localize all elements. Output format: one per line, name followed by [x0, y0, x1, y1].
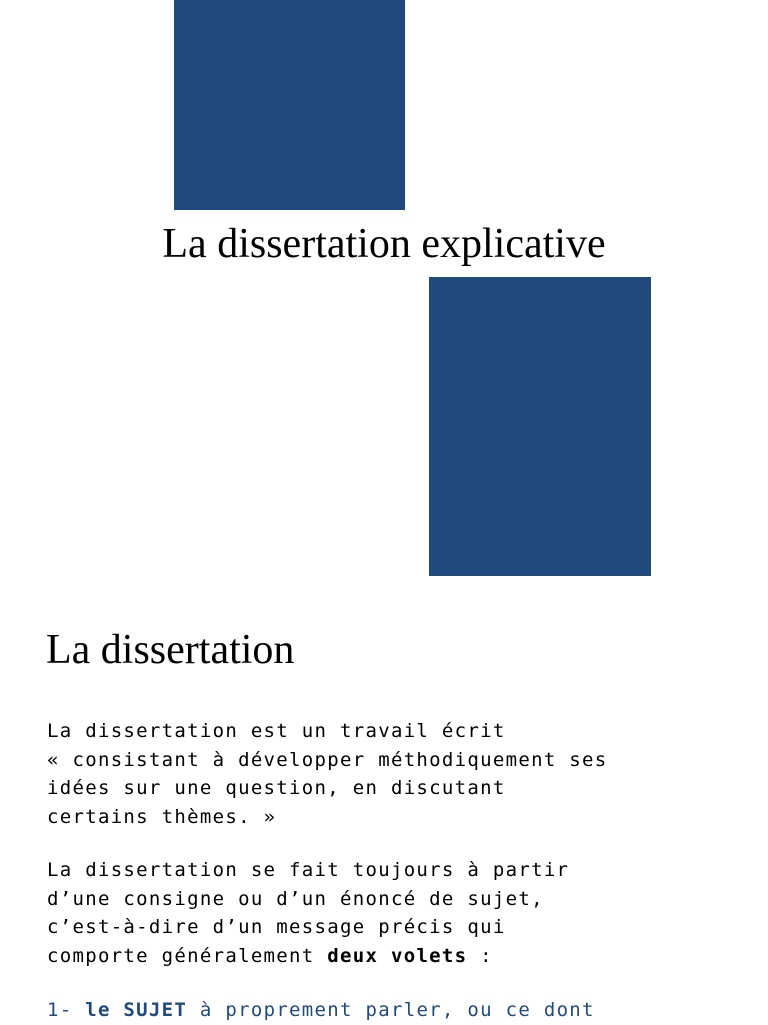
text-line: certains thèmes. »	[47, 805, 277, 828]
list-item-prefix: 1-	[47, 999, 86, 1021]
text-line: La dissertation est un travail écrit	[47, 720, 506, 742]
text-line: c’est-à-dire d’un message précis qui	[47, 916, 506, 938]
text-line-end: :	[467, 944, 493, 967]
slide-title: La dissertation explicative	[162, 221, 606, 267]
text-line: comporte généralement	[47, 944, 328, 967]
decorative-block-top	[174, 0, 405, 210]
paragraph-definition	[47, 717, 608, 831]
list-item-emphasis: le SUJET	[85, 999, 188, 1021]
paragraph-consigne	[47, 856, 569, 970]
text-line: « consistant à développer méthodiquement ses	[47, 748, 608, 771]
list-item	[47, 996, 595, 1025]
list-item-text: à proprement parler, ou ce dont	[187, 999, 595, 1021]
text-line: idées sur une question, en discutant	[47, 777, 506, 799]
text-line: La dissertation se fait toujours à partir	[47, 859, 570, 881]
emphasis-text: deux volets	[327, 944, 468, 967]
text-line: d’une consigne ou d’un énoncé de sujet,	[47, 887, 544, 910]
section-heading: La dissertation	[46, 627, 295, 673]
decorative-block-right	[429, 277, 651, 576]
